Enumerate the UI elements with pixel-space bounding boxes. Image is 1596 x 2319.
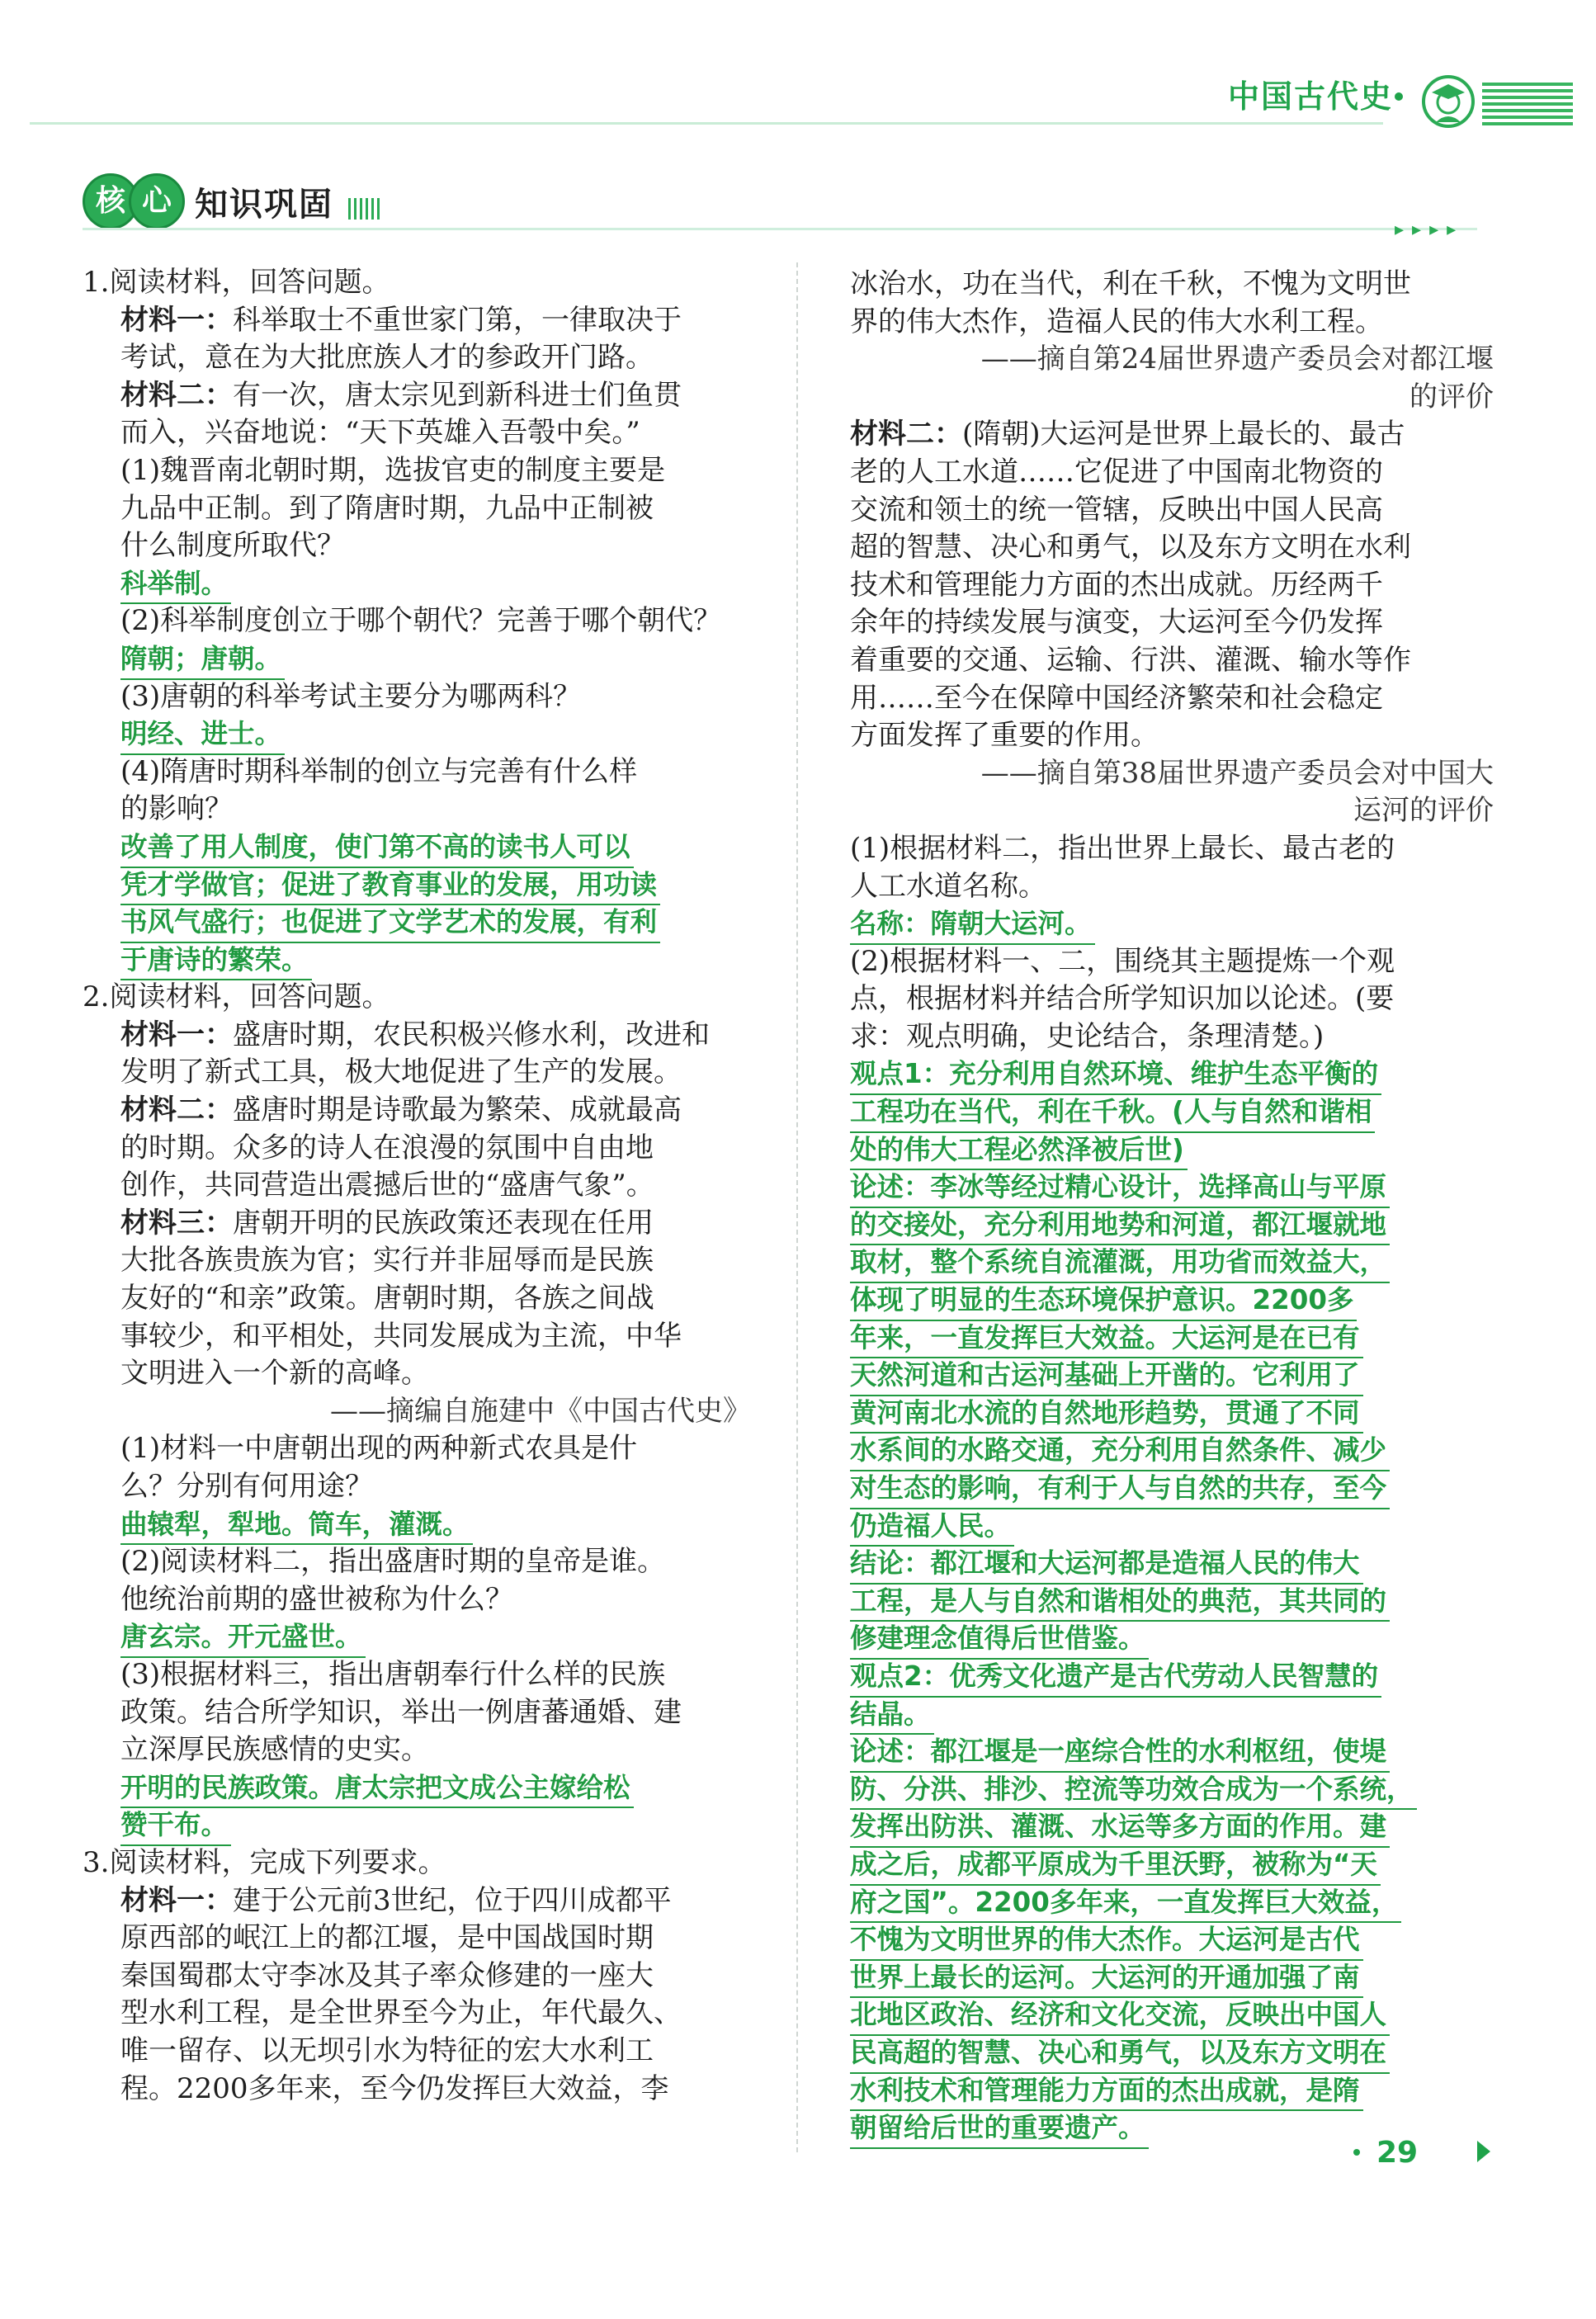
text-line: (2)阅读材料二，指出盛唐时期的皇帝是谁。 xyxy=(120,1545,666,1579)
answer-text: 府之国”。2200多年来，一直发挥巨大效益， xyxy=(850,1884,1401,1924)
left-column xyxy=(83,264,751,2108)
answer-text: 隋朝；唐朝。 xyxy=(120,640,285,680)
text-line: 什么制度所取代？ xyxy=(120,529,345,563)
answer-text: 对生态的影响，有利于人与自然的共存，至今 xyxy=(850,1470,1390,1509)
answer-line xyxy=(83,942,751,980)
text-line: (2)科举制度创立于哪个朝代？完善于哪个朝代？ xyxy=(120,604,722,638)
answer-text: 成之后，成都平原成为千里沃野，被称为“天 xyxy=(850,1846,1381,1886)
answer-line xyxy=(850,905,1494,943)
material-line xyxy=(83,1205,751,1243)
source-citation: ——摘自第38届世界遗产委员会对中国大 xyxy=(980,756,1494,790)
answer-text: 黄河南北水流的自然地形趋势，贯通了不同 xyxy=(850,1395,1363,1434)
text-line: 他统治前期的盛世被称为什么？ xyxy=(120,1582,513,1616)
text-line: 唯一留存、以无坝引水为特征的宏大水利工 xyxy=(120,2033,654,2067)
answer-line xyxy=(83,640,751,678)
material-text: (隋朝)大运河是世界上最长的、最古 xyxy=(962,418,1405,451)
answer-text: 的交接处，充分利用地势和河道，都江堰就地 xyxy=(850,1207,1390,1246)
answer-line xyxy=(83,1618,751,1656)
answer-text: 体现了明显的生态环境保护意识。2200多 xyxy=(850,1282,1357,1321)
text-line: 九品中正制。到了隋唐时期，九品中正制被 xyxy=(120,491,654,525)
text-line: 点，根据材料并结合所学知识加以论述。(要 xyxy=(850,982,1395,1016)
answer-text: 论述：都江堰是一座综合性的水利枢纽，使堤 xyxy=(850,1733,1390,1773)
answer-line xyxy=(850,1320,1494,1358)
answer-text: 改善了用人制度，使门第不高的读书人可以 xyxy=(120,829,634,868)
text-line: 程。2200多年来，至今仍发挥巨大效益，李 xyxy=(120,2071,669,2105)
answer-line xyxy=(83,716,751,753)
answer-line xyxy=(850,1846,1494,1884)
answer-line xyxy=(850,1093,1494,1131)
text-line: 方面发挥了重要的作用。 xyxy=(850,719,1159,753)
text-line: 界的伟大杰作，造福人民的伟大水利工程。 xyxy=(850,305,1383,338)
answer-line xyxy=(850,2072,1494,2110)
answer-line xyxy=(850,1696,1494,1734)
answer-text: 修建理念值得后世借鉴。 xyxy=(850,1620,1149,1660)
banner-bars xyxy=(348,198,381,220)
text-line: 考试，意在为大批庶族人才的参政开门路。 xyxy=(120,341,654,375)
text-line: 政策。结合所学知识，举出一例唐蕃通婚、建 xyxy=(120,1695,682,1729)
answer-line xyxy=(850,1432,1494,1470)
text-line: 老的人工水道……它促进了中国南北物资的 xyxy=(850,455,1383,489)
text-line: 秦国蜀郡太守李冰及其子率众修建的一座大 xyxy=(120,1958,654,1992)
header-title: 中国古代史 xyxy=(1228,78,1394,115)
student-icon xyxy=(1421,74,1476,129)
text-line: 余年的持续发展与演变，大运河至今仍发挥 xyxy=(850,606,1383,640)
material-line xyxy=(83,1882,751,1920)
answer-text: 水系间的水路交通，充分利用自然条件、减少 xyxy=(850,1432,1390,1471)
answer-text: 发挥出防洪、灌溉、水运等多方面的作用。建 xyxy=(850,1808,1390,1848)
answer-line xyxy=(850,1508,1494,1546)
answer-line xyxy=(83,904,751,942)
text-line: 着重要的交通、运输、行洪、灌溉、输水等作 xyxy=(850,643,1411,677)
material-label: 材料一： xyxy=(120,303,233,337)
header-rule xyxy=(30,122,1383,125)
text-line: (3)根据材料三，指出唐朝奉行什么样的民族 xyxy=(120,1657,666,1691)
text-line: 型水利工程，是全世界至今为止，年代最久、 xyxy=(120,1996,682,2030)
answer-line xyxy=(850,1771,1494,1809)
text-line: (1)根据材料二，指出世界上最长、最古老的 xyxy=(850,831,1395,865)
text-line: (1)材料一中唐朝出现的两种新式农具是什 xyxy=(120,1432,638,1466)
material-text: 唐朝开明的民族政策还表现在任用 xyxy=(233,1206,654,1240)
question-heading: 2.阅读材料，回答问题。 xyxy=(83,980,390,1014)
answer-text: 论述：李冰等经过精心设计，选择高山与平原 xyxy=(850,1169,1390,1208)
answer-line xyxy=(850,1395,1494,1433)
answer-line xyxy=(850,1357,1494,1395)
answer-text: 结晶。 xyxy=(850,1696,934,1736)
answer-text: 水利技术和管理能力方面的杰出成就，是隋 xyxy=(850,2072,1363,2112)
section-title: 知识巩固 xyxy=(195,186,333,224)
text-line: 用……至今在保障中国经济繁荣和社会稳定 xyxy=(850,681,1383,715)
answer-text: 工程，是人与自然和谐相处的典范，其共同的 xyxy=(850,1583,1390,1622)
answer-line xyxy=(850,1131,1494,1169)
text-line: 立深厚民族感情的史实。 xyxy=(120,1733,429,1767)
answer-text: 世界上最长的运河。大运河的开通加强了南 xyxy=(850,1959,1363,1999)
page-arrow-icon xyxy=(1477,2141,1490,2162)
text-line: (2)根据材料一、二，围绕其主题提炼一个观 xyxy=(850,944,1395,978)
source-citation: ——摘自第24届世界遗产委员会对都江堰 xyxy=(980,342,1494,376)
answer-line xyxy=(850,2034,1494,2072)
answer-line xyxy=(850,1583,1494,1621)
header-stripes xyxy=(1482,83,1573,125)
answer-text: 名称：隋朝大运河。 xyxy=(850,905,1095,945)
material-label: 材料二： xyxy=(120,1093,233,1127)
answer-line xyxy=(83,1807,751,1844)
answer-text: 防、分洪、排沙、控流等功效合成为一个系统， xyxy=(850,1771,1417,1811)
column-divider xyxy=(796,262,798,2152)
text-line: 而入，兴奋地说：“天下英雄入吾彀中矣。” xyxy=(120,416,640,450)
text-line: 超的智慧、决心和勇气，以及东方文明在水利 xyxy=(850,531,1411,564)
material-line xyxy=(83,1017,751,1055)
text-line: 大批各族贵族为官；实行并非屈辱而是民族 xyxy=(120,1244,654,1278)
answer-text: 取材，整个系统自流灌溉，用功省而效益大， xyxy=(850,1244,1390,1283)
answer-text: 工程功在当代，利在千秋。(人与自然和谐相 xyxy=(850,1093,1375,1133)
material-line xyxy=(83,1092,751,1130)
material-line xyxy=(83,377,751,415)
answer-line xyxy=(850,1545,1494,1583)
answer-line xyxy=(850,1244,1494,1282)
text-line: 求：观点明确，史论结合，条理清楚。) xyxy=(850,1019,1324,1053)
banner-line xyxy=(83,228,1477,230)
arrows-icon: ▸▸▸▸ xyxy=(1395,220,1465,240)
badge-xin: 心 xyxy=(129,173,185,229)
answer-text: 明经、进士。 xyxy=(120,716,285,755)
answer-text: 唐玄宗。开元盛世。 xyxy=(120,1618,366,1658)
question-heading: 3.阅读材料，完成下列要求。 xyxy=(83,1845,446,1879)
material-text: 建于公元前3世纪，位于四川成都平 xyxy=(233,1883,672,1917)
answer-text: 赞干布。 xyxy=(120,1807,231,1846)
answer-text: 民高超的智慧、决心和勇气，以及东方文明在 xyxy=(850,2034,1390,2074)
answer-line xyxy=(850,1884,1494,1922)
answer-line xyxy=(83,1506,751,1544)
material-text: 盛唐时期是诗歌最为繁荣、成就最高 xyxy=(233,1093,682,1127)
answer-line xyxy=(850,1658,1494,1696)
material-label: 材料一： xyxy=(120,1883,233,1917)
answer-text: 处的伟大工程必然泽被后世) xyxy=(850,1131,1188,1171)
answer-text: 凭才学做官；促进了教育事业的发展，用功读 xyxy=(120,867,660,906)
text-line: 技术和管理能力方面的杰出成就。历经两千 xyxy=(850,568,1383,602)
answer-line xyxy=(850,1620,1494,1658)
text-line: (4)隋唐时期科举制的创立与完善有什么样 xyxy=(120,754,638,788)
answer-line xyxy=(850,1808,1494,1846)
text-line: 的时期。众多的诗人在浪漫的氛围中自由地 xyxy=(120,1131,654,1164)
answer-text: 科举制。 xyxy=(120,565,231,605)
answer-line xyxy=(83,1769,751,1807)
source-citation: 运河的评价 xyxy=(1353,794,1494,828)
answer-line xyxy=(83,565,751,603)
question-heading: 1.阅读材料，回答问题。 xyxy=(83,266,390,299)
answer-line xyxy=(850,1056,1494,1093)
page-number-dot xyxy=(1353,2149,1360,2156)
answer-text: 仍造福人民。 xyxy=(850,1508,1014,1547)
header-dot xyxy=(1395,92,1403,101)
text-line: 文明进入一个新的高峰。 xyxy=(120,1357,429,1391)
material-text: 有一次，唐太宗见到新科进士们鱼贯 xyxy=(233,378,682,412)
source-citation: ——摘编自施建中《中国古代史》 xyxy=(330,1394,751,1428)
text-line: 的影响？ xyxy=(120,792,233,826)
material-text: 盛唐时期，农民积极兴修水利，改进和 xyxy=(233,1018,710,1051)
material-line xyxy=(83,302,751,340)
material-label: 材料二： xyxy=(850,418,962,451)
answer-line xyxy=(850,1169,1494,1207)
page-number: 29 xyxy=(1376,2136,1419,2170)
answer-line xyxy=(83,867,751,904)
answer-text: 年来，一直发挥巨大效益。大运河是在已有 xyxy=(850,1320,1363,1359)
answer-text: 北地区政治、经济和文化交流，反映出中国人 xyxy=(850,1996,1390,2036)
answer-line xyxy=(850,1959,1494,1997)
answer-line xyxy=(850,1282,1494,1320)
answer-line xyxy=(83,829,751,867)
right-column xyxy=(850,266,1494,2147)
text-line: 发明了新式工具，极大地促进了生产的发展。 xyxy=(120,1056,682,1089)
badge-he: 核 xyxy=(83,173,139,229)
section-banner xyxy=(83,173,396,228)
text-line: 人工水道名称。 xyxy=(850,869,1046,903)
text-line: (1)魏晋南北朝时期，选拔官吏的制度主要是 xyxy=(120,453,666,487)
answer-text: 不愧为文明世界的伟大杰作。大运河是古代 xyxy=(850,1921,1363,1961)
material-label: 材料一： xyxy=(120,1018,233,1051)
material-label: 材料二： xyxy=(120,378,233,412)
answer-line xyxy=(850,1470,1494,1508)
answer-text: 天然河道和古运河基础上开凿的。它利用了 xyxy=(850,1357,1363,1396)
answer-text: 朝留给后世的重要遗产。 xyxy=(850,2109,1149,2149)
answer-line xyxy=(850,1996,1494,2034)
material-label: 材料三： xyxy=(120,1206,233,1240)
text-line: 么？分别有何用途？ xyxy=(120,1470,373,1503)
answer-line xyxy=(850,1207,1494,1245)
text-line: 原西部的岷江上的都江堰，是中国战国时期 xyxy=(120,1921,654,1955)
text-line: (3)唐朝的科举考试主要分为哪两科？ xyxy=(120,679,582,713)
text-line: 冰治水，功在当代，利在千秋，不愧为文明世 xyxy=(850,267,1411,300)
answer-line xyxy=(850,1921,1494,1959)
answer-line xyxy=(850,1733,1494,1771)
answer-text: 结论：都江堰和大运河都是造福人民的伟大 xyxy=(850,1545,1363,1585)
answer-text: 观点1：充分利用自然环境、维护生态平衡的 xyxy=(850,1056,1381,1095)
answer-text: 于唐诗的繁荣。 xyxy=(120,942,312,981)
source-citation: 的评价 xyxy=(1409,380,1494,413)
text-line: 交流和领土的统一管辖，反映出中国人民高 xyxy=(850,493,1383,527)
material-text: 科举取士不重世家门第，一律取决于 xyxy=(233,303,682,337)
text-line: 事较少，和平相处，共同发展成为主流，中华 xyxy=(120,1319,682,1353)
answer-text: 曲辕犁，犁地。筒车，灌溉。 xyxy=(120,1506,473,1546)
answer-text: 观点2：优秀文化遗产是古代劳动人民智慧的 xyxy=(850,1658,1381,1698)
answer-text: 开明的民族政策。唐太宗把文成公主嫁给松 xyxy=(120,1769,634,1809)
answer-text: 书风气盛行；也促进了文学艺术的发展，有利 xyxy=(120,904,660,943)
text-line: 友好的“和亲”政策。唐朝时期，各族之间战 xyxy=(120,1282,654,1315)
text-line: 创作，共同营造出震撼后世的“盛唐气象”。 xyxy=(120,1169,654,1202)
material-line xyxy=(850,416,1494,454)
